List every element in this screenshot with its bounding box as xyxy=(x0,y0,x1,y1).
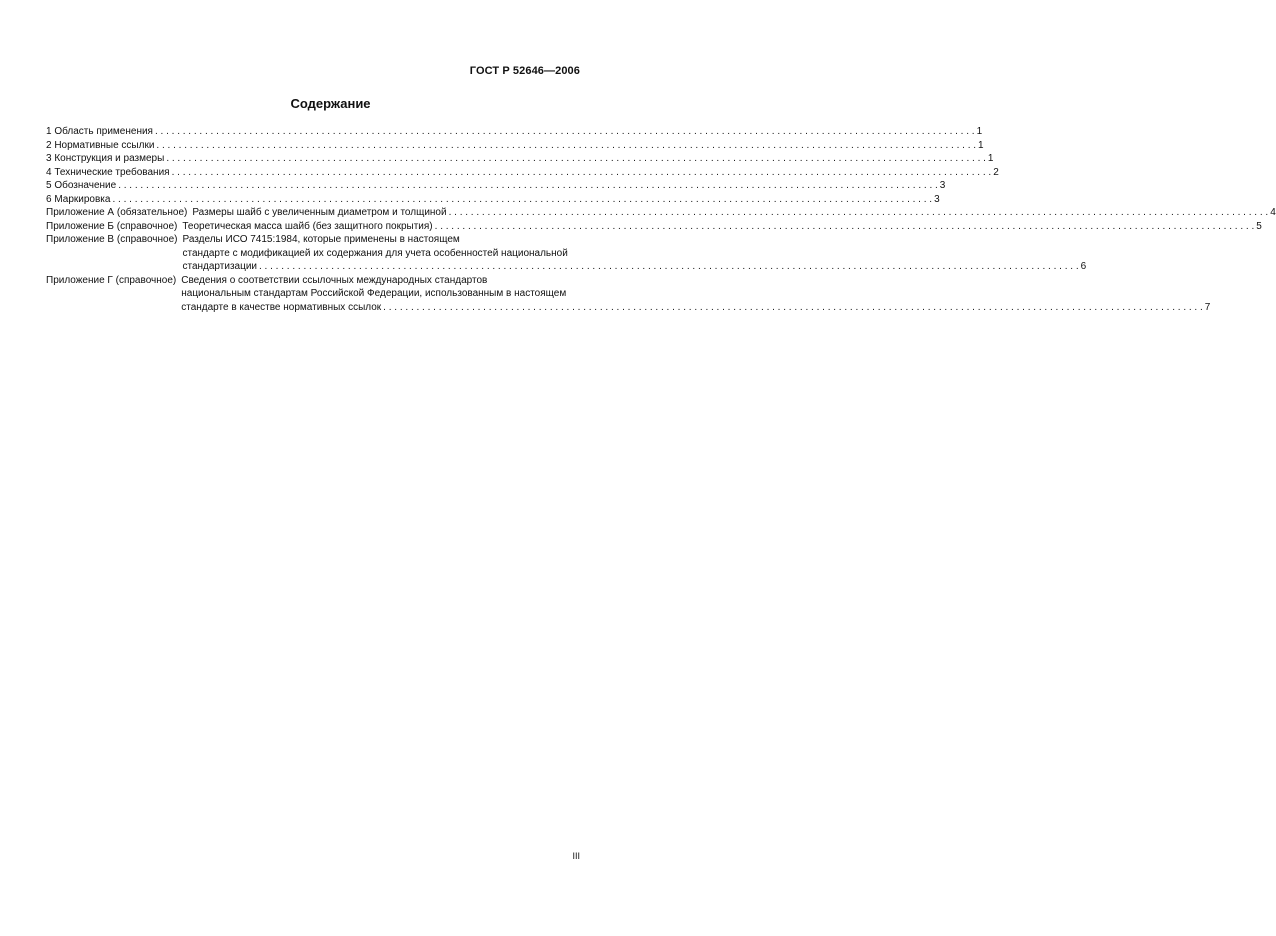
toc-entry-page: 2 xyxy=(993,166,999,178)
toc-appendix-entry[interactable] xyxy=(46,220,1262,234)
toc-entry-page: 1 xyxy=(976,126,983,137)
toc-entry[interactable] xyxy=(46,193,940,207)
toc-leader-dots xyxy=(156,139,976,153)
appendix-title-line: стандарте в качестве нормативных ссылок xyxy=(181,301,382,313)
toc-leader-dots xyxy=(259,260,1079,274)
toc-entry-page: 4 xyxy=(1270,207,1276,218)
appendix-title-line: Разделы ИСО 7415:1984, которые применены в настоящем xyxy=(182,234,460,245)
appendix-title-line: стандарте с модификацией их содержания для учета особенностей национальной xyxy=(182,247,568,259)
toc-leader-dots xyxy=(118,179,938,193)
toc-leader-dots xyxy=(166,152,986,166)
toc-entry[interactable] xyxy=(46,166,999,180)
toc-entry-page: 1 xyxy=(978,139,984,151)
toc-entry-label: 3 Конструкция и размеры xyxy=(46,153,165,164)
appendix-title-line: Сведения о соответствии ссылочных международных стандартов xyxy=(181,274,488,286)
toc-appendix-entry[interactable] xyxy=(46,274,1211,315)
toc-entry[interactable] xyxy=(46,179,946,193)
appendix-title: Теоретическая масса шайб (без защитного покрытия) xyxy=(182,220,433,232)
toc-entry[interactable] xyxy=(46,152,994,166)
toc-leader-dots xyxy=(155,125,975,139)
toc-entry-label: 6 Маркировка xyxy=(46,193,111,205)
toc-title: Содержание xyxy=(290,96,371,111)
toc-entry-label: 1 Область применения xyxy=(46,126,153,137)
toc-entry[interactable] xyxy=(46,139,984,153)
toc-entry-page: 1 xyxy=(987,153,994,164)
toc-leader-dots xyxy=(172,166,992,180)
appendix-prefix: Приложение В (справочное) xyxy=(46,234,178,245)
toc-entry-label: 4 Технические требования xyxy=(46,166,170,178)
table-of-contents xyxy=(46,125,1276,314)
toc-entry[interactable] xyxy=(46,125,983,139)
toc-entry-label: 5 Обозначение xyxy=(46,180,117,191)
toc-appendix-entry[interactable] xyxy=(46,206,1276,220)
appendix-prefix: Приложение А (обязательное) xyxy=(46,207,188,218)
toc-appendix-entry[interactable] xyxy=(46,233,1087,274)
appendix-title-line: национальным стандартам Российской Федерации, использованным в настоящем xyxy=(181,288,567,299)
toc-leader-dots xyxy=(449,206,1269,220)
page-number: III xyxy=(572,851,580,861)
toc-entry-page: 7 xyxy=(1204,301,1211,313)
document-code: ГОСТ Р 52646—2006 xyxy=(469,65,580,77)
toc-leader-dots xyxy=(435,220,1255,234)
appendix-prefix: Приложение Б (справочное) xyxy=(46,220,178,232)
toc-leader-dots xyxy=(383,301,1203,315)
appendix-title-line: стандартизации xyxy=(182,261,257,272)
toc-entry-page: 6 xyxy=(1080,261,1087,272)
toc-entry-label: 2 Нормативные ссылки xyxy=(46,139,155,151)
toc-entry-page: 5 xyxy=(1256,220,1262,232)
toc-leader-dots xyxy=(112,193,932,207)
appendix-prefix: Приложение Г (справочное) xyxy=(46,274,177,286)
toc-entry-page: 3 xyxy=(934,193,940,205)
toc-entry-page: 3 xyxy=(939,180,946,191)
appendix-title: Размеры шайб с увеличенным диаметром и толщиной xyxy=(192,207,447,218)
